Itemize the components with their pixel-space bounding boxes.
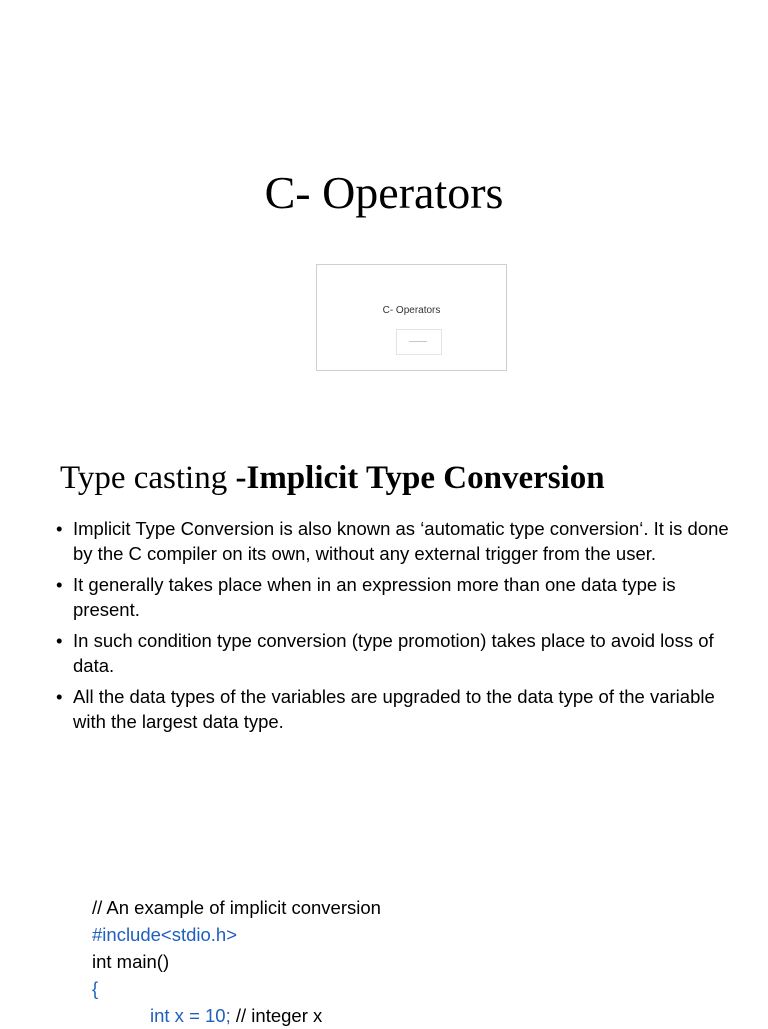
thumbnail-inner-text [409,341,427,342]
slide-thumbnail[interactable] [316,264,507,371]
code-main-decl: int main() [92,951,170,972]
bullet-item: • It generally takes place when in an expression more than one data type is present. [56,573,736,622]
slide-title: C- Operators [264,167,504,218]
code-comment: // An example of implicit conversion [92,897,381,918]
thumbnail-inner-frame [396,329,442,355]
bullet-list [56,517,736,741]
code-example [92,894,692,1029]
bullet-item: • In such condition type conversion (type promotion) takes place to avoid loss of data. [56,629,736,678]
heading-bold: -Implicit Type Conversion [235,460,605,496]
code-declaration-statement: int x = 10; [150,1005,231,1026]
bullet-item: • All the data types of the variables are upgraded to the data type of the variable with the largest data type. [56,685,736,734]
thumbnail-title: C- Operators [382,305,441,316]
code-include: #include<stdio.h> [92,924,238,945]
bullet-item: • Implicit Type Conversion is also known as ‘automatic type conversion‘. It is done by the C compiler on its own, without any external trigger from the user. [56,517,736,566]
heading-plain: Type casting [60,460,236,496]
code-declaration-comment: // integer x [230,1005,323,1026]
code-open-brace: { [92,978,99,999]
section-heading [60,456,760,500]
code-declaration [92,1002,692,1029]
